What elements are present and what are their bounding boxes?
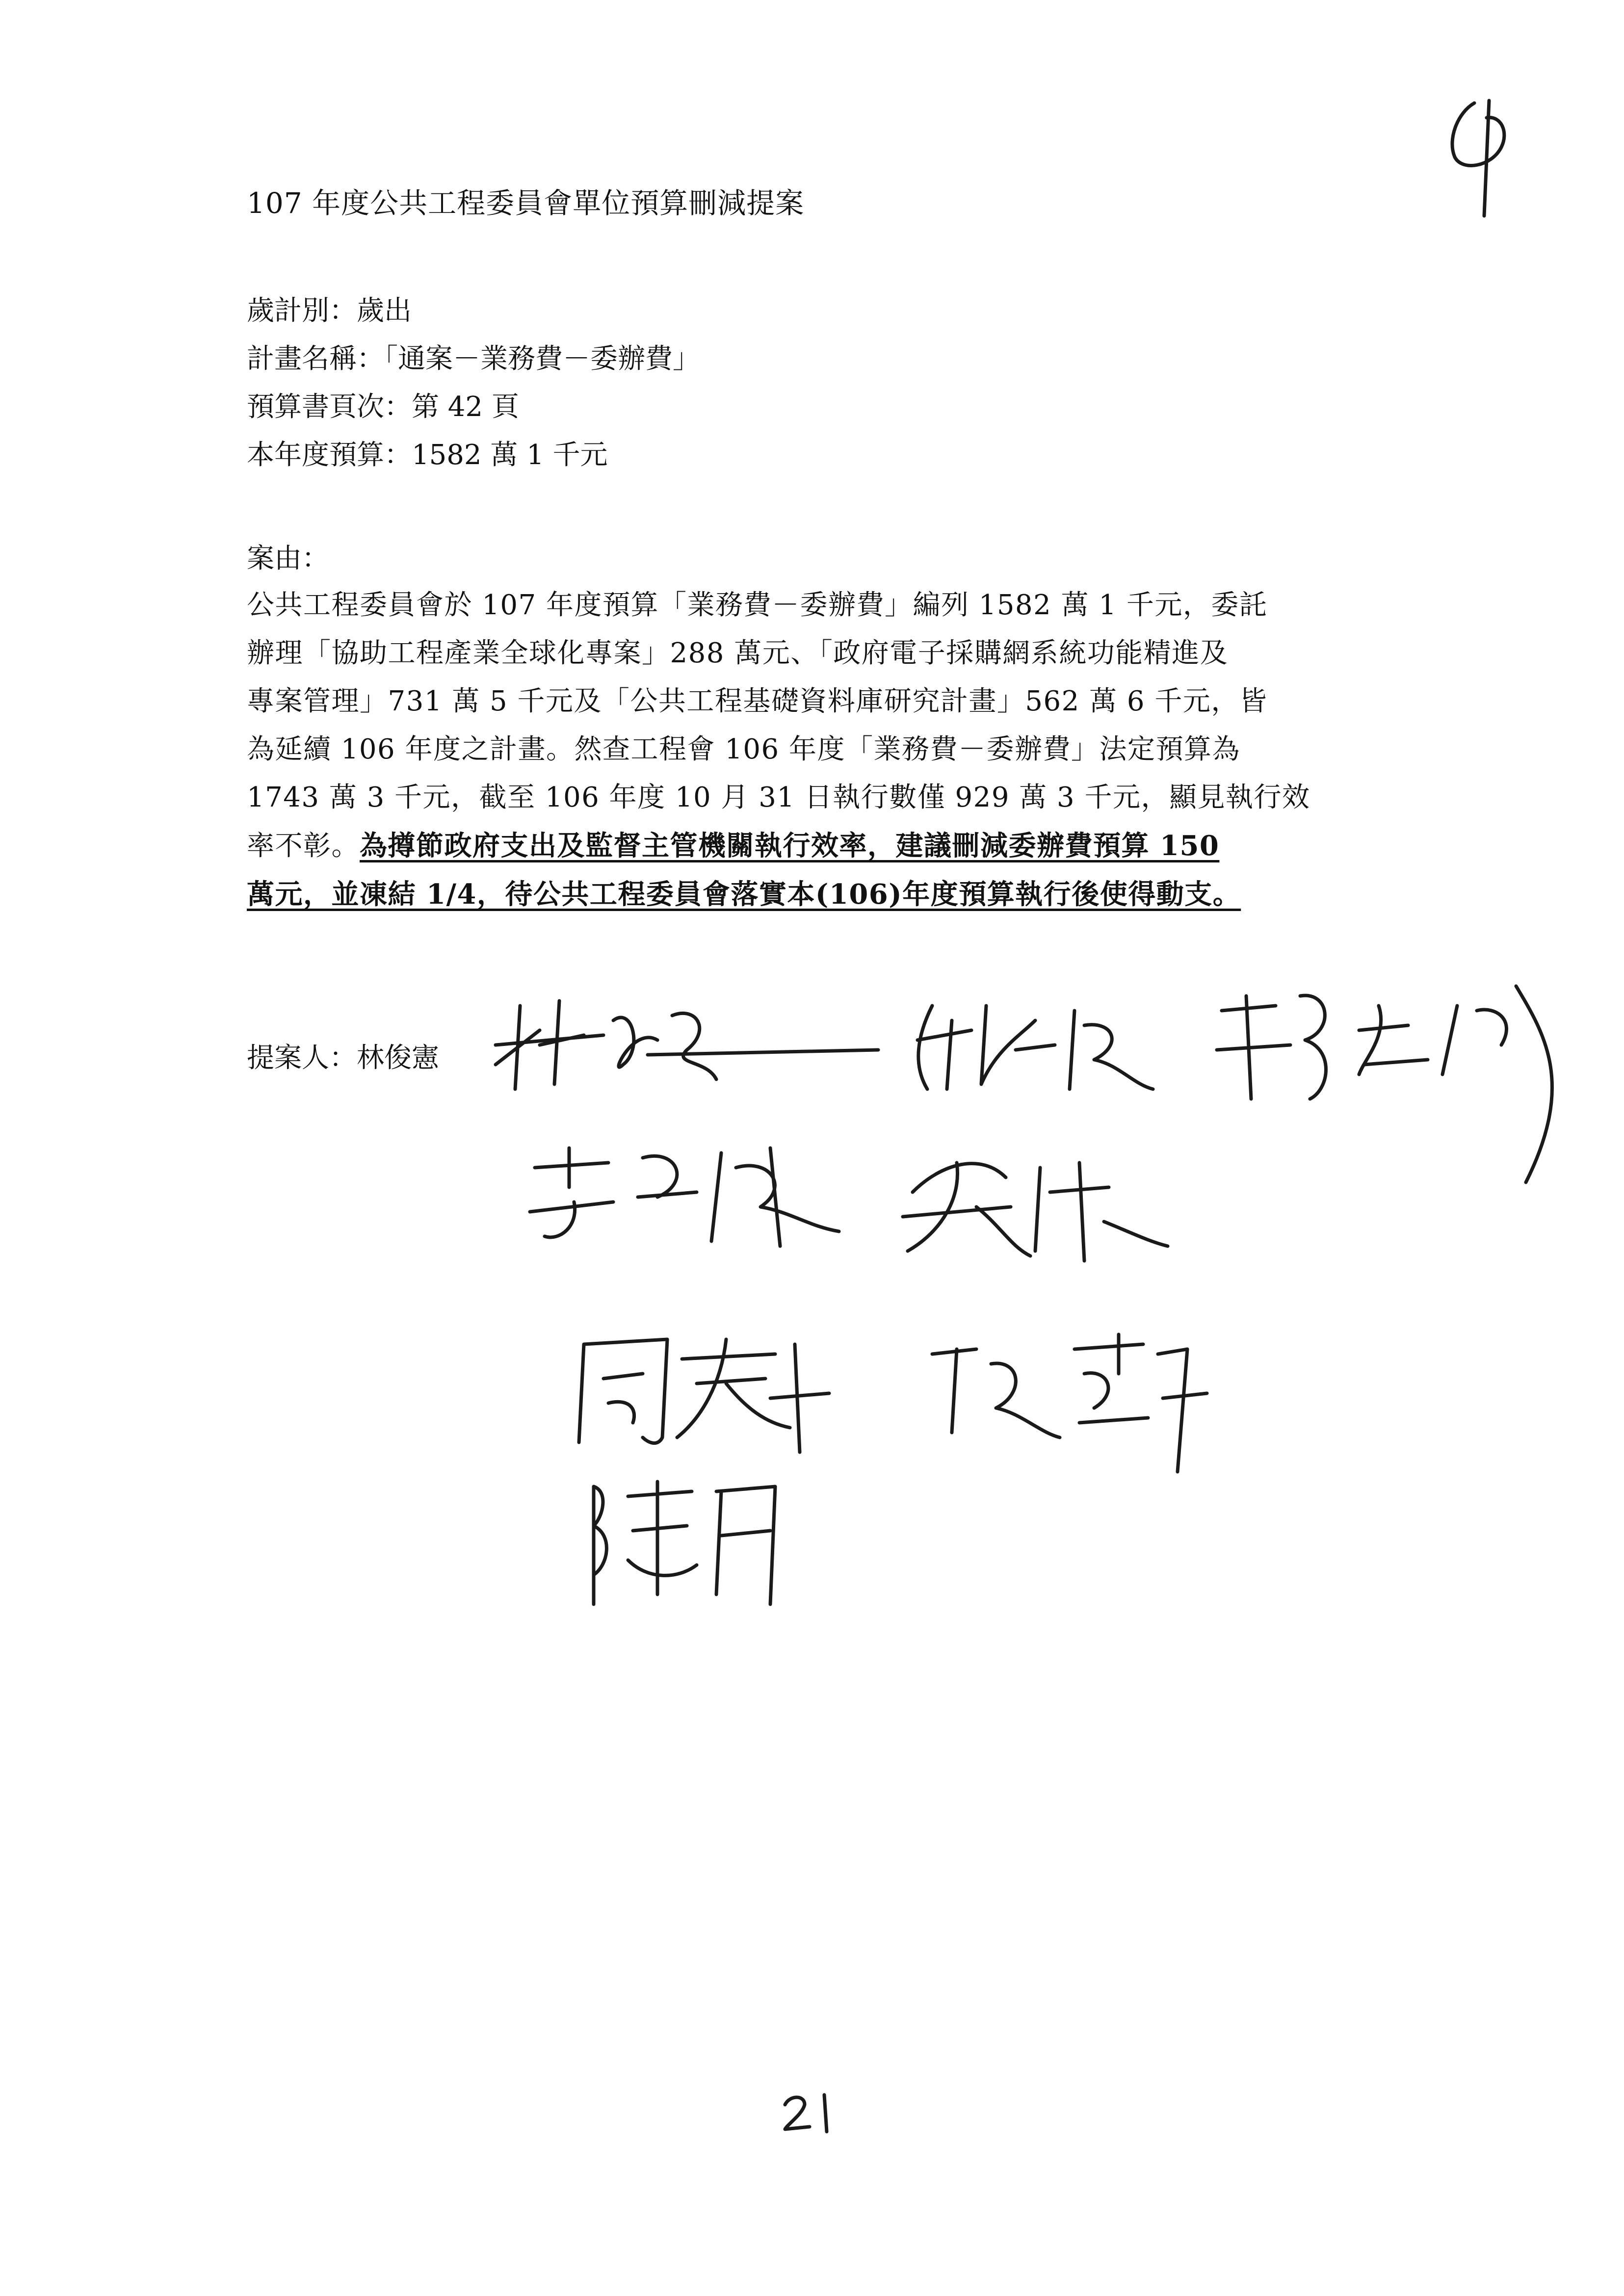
reason-line: 公共工程委員會於 107 年度預算「業務費－委辦費」編列 1582 萬 1 千元，委託 bbox=[247, 589, 1268, 621]
meta-plan-name: 計畫名稱：「通案－業務費－委辦費」 bbox=[247, 343, 700, 375]
reason-label: 案由： bbox=[247, 543, 329, 574]
proposer-label: 提案人：林俊憲 bbox=[247, 1042, 439, 1074]
reason-line: 辦理「協助工程產業全球化專案」288 萬元、「政府電子採購網系統功能精進及 bbox=[247, 637, 1229, 669]
signature-chen-man bbox=[913, 1325, 1217, 1482]
signature-lin bbox=[486, 986, 888, 1099]
signature-chen-su bbox=[574, 1467, 800, 1614]
reason-line: 1743 萬 3 千元，截至 106 年度 10 月 31 日執行數僅 929 萬 3 千元，顯見執行效 bbox=[247, 782, 1310, 813]
signature-zhou bbox=[564, 1325, 839, 1457]
corner-handwritten-mark bbox=[1428, 93, 1536, 221]
budget-meta-block bbox=[247, 287, 700, 479]
reason-line bbox=[247, 822, 1390, 870]
reason-paragraph bbox=[247, 581, 1390, 919]
signature-li bbox=[515, 1128, 859, 1256]
proposal-emphasis: 為撙節政府支出及監督主管機關執行效率，建議刪減委辦費預算 150 bbox=[360, 830, 1220, 862]
reason-line: 專案管理」731 萬 5 千元及「公共工程基礎資料庫研究計畫」562 萬 6 千元，皆 bbox=[247, 685, 1268, 717]
reason-line-plain: 率不彰。 bbox=[247, 830, 360, 862]
document-title: 107 年度公共工程委員會單位預算刪減提案 bbox=[247, 186, 805, 220]
page-number-handwritten bbox=[775, 2085, 844, 2139]
signature-zheng bbox=[1202, 976, 1575, 1207]
meta-fiscal-category: 歲計別：歲出 bbox=[247, 295, 412, 327]
reason-line bbox=[247, 870, 1390, 919]
reason-line: 為延續 106 年度之計畫。然查工程會 106 年度「業務費－委辦費」法定預算為 bbox=[247, 733, 1240, 765]
meta-current-budget: 本年度預算：1582 萬 1 千元 bbox=[247, 439, 608, 471]
meta-page-ref: 預算書頁次：第 42 頁 bbox=[247, 391, 519, 423]
proposal-emphasis: 萬元，並凍結 1/4，待公共工程委員會落實本(106)年度預算執行後使得動支。 bbox=[247, 878, 1241, 911]
signature-su bbox=[883, 1133, 1178, 1271]
signature-zhong bbox=[898, 991, 1173, 1104]
